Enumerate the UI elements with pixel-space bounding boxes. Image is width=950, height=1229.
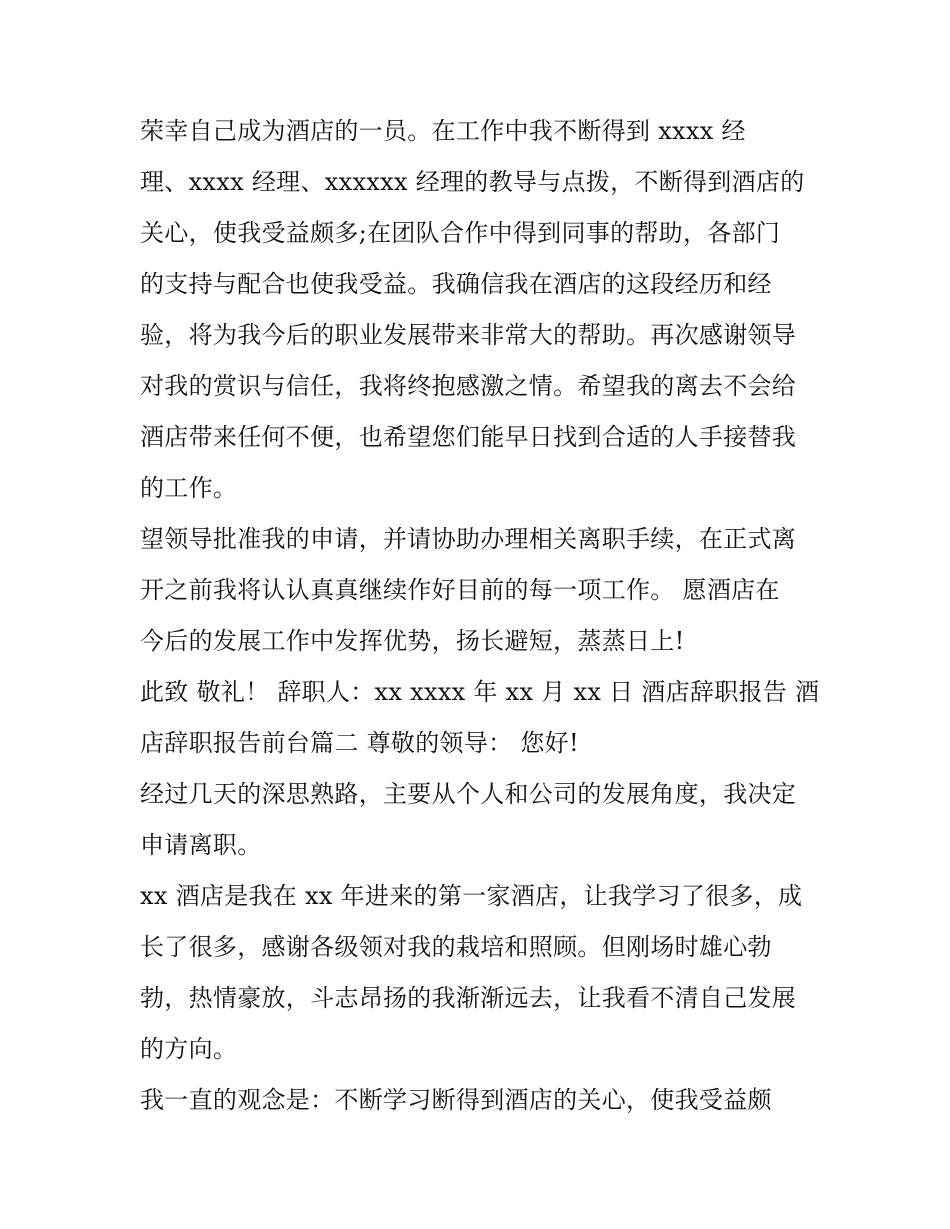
document-body	[140, 111, 820, 1131]
text-line: 申请离职。	[140, 831, 262, 859]
text-line: 开之前我将认认真真继续作好目前的每一项工作。 愿酒店在	[140, 576, 780, 604]
text-line: 此致 敬礼！ 辞职人：xx xxxx 年 xx 月 xx 日 酒店辞职报告 酒	[140, 678, 820, 706]
text-line: 勃，热情豪放，斗志昂扬的我渐渐远去，让我看不清自己发展	[140, 984, 797, 1012]
text-line: 的支持与配合也使我受益。我确信我在酒店的这段经历和经	[140, 270, 772, 298]
text-line: 对我的赏识与信任，我将终抱感激之情。希望我的离去不会给	[140, 372, 797, 400]
text-line: 望领导批准我的申请，并请协助办理相关离职手续，在正式离	[140, 525, 797, 553]
text-line: 的方向。	[140, 1035, 238, 1063]
text-line: 今后的发展工作中发挥优势，扬长避短，蒸蒸日上!	[140, 627, 685, 655]
text-line: 经过几天的深思熟路，主要从个人和公司的发展角度，我决定	[140, 780, 797, 808]
text-line: 长了很多，感谢各级领对我的栽培和照顾。但刚场时雄心勃	[140, 933, 772, 961]
text-line: 我一直的观念是：不断学习断得到酒店的关心，使我受益颇	[140, 1086, 772, 1114]
text-line: 酒店带来任何不便，也希望您们能早日找到合适的人手接替我	[140, 423, 797, 451]
text-line: 的工作。	[140, 474, 238, 502]
text-line: 店辞职报告前台篇二 尊敬的领导： 您好!	[140, 729, 579, 757]
text-line: 荣幸自己成为酒店的一员。在工作中我不断得到 xxxx 经	[140, 117, 746, 145]
text-line: 验，将为我今后的职业发展带来非常大的帮助。再次感谢领导	[140, 321, 797, 349]
text-line: 关心，使我受益颇多;在团队合作中得到同事的帮助，各部门	[140, 219, 781, 247]
text-line: xx 酒店是我在 xx 年进来的第一家酒店，让我学习了很多，成	[140, 882, 803, 910]
text-line: 理、xxxx 经理、xxxxxx 经理的教导与点拨，不断得到酒店的	[140, 168, 805, 196]
